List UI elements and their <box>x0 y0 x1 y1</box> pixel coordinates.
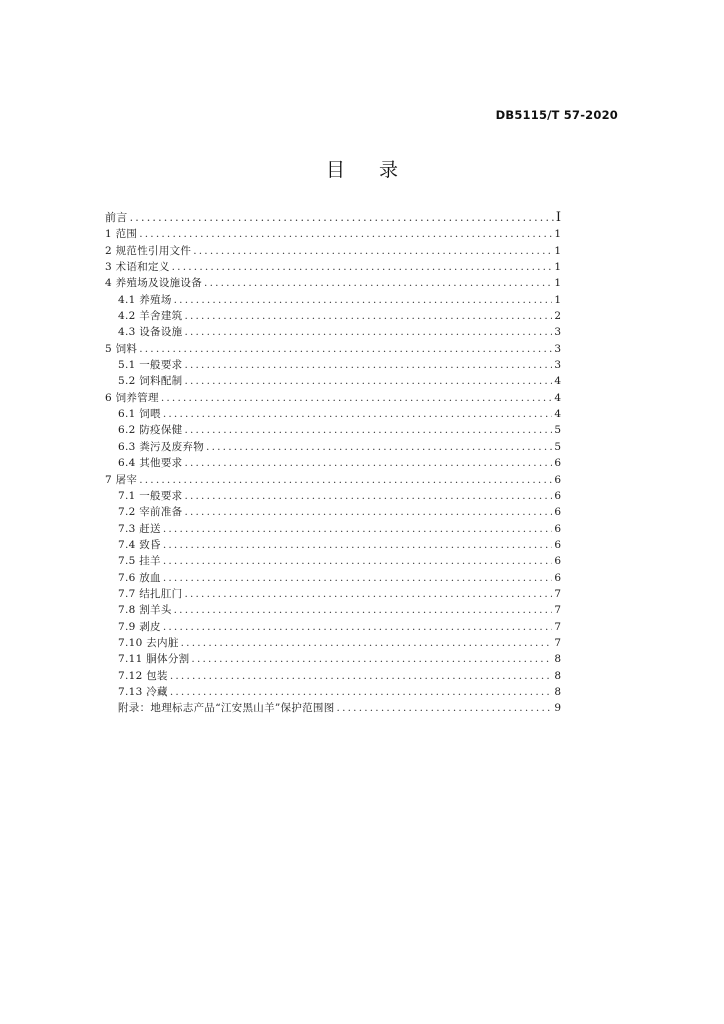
toc-entry-label: 1 范围 <box>105 228 138 241</box>
toc-entry-page-number: 6 <box>554 489 561 502</box>
toc-entry[interactable] <box>105 439 561 455</box>
toc-entry-page-number: 6 <box>554 522 561 535</box>
toc-leader-dots <box>139 226 552 242</box>
toc-entry-label: 5.2 饲料配制 <box>118 375 183 388</box>
toc-entry-label: 7.1 一般要求 <box>118 489 183 502</box>
toc-entry-label: 7.10 去内脏 <box>118 636 179 649</box>
toc-entry[interactable] <box>105 651 561 667</box>
toc-entry-page-number: 8 <box>554 653 561 666</box>
toc-leader-dots <box>184 488 552 504</box>
toc-entry-label: 7.7 结扎肛门 <box>118 587 183 600</box>
toc-leader-dots <box>174 292 553 308</box>
toc-entry-label: 前言 <box>105 211 128 224</box>
toc-entry[interactable] <box>105 700 561 716</box>
toc-entry-label: 6.3 粪污及废弃物 <box>118 440 205 453</box>
toc-entry-page-number: 7 <box>554 587 561 600</box>
toc-entry[interactable] <box>105 504 561 520</box>
toc-leader-dots <box>139 472 552 488</box>
toc-entry-label: 7.2 宰前准备 <box>118 506 183 519</box>
toc-entry-page-number: 7 <box>554 636 561 649</box>
toc-entry[interactable] <box>105 668 561 684</box>
toc-entry-page-number: 6 <box>554 538 561 551</box>
toc-leader-dots <box>174 602 553 618</box>
toc-entry-page-number: 6 <box>554 473 561 486</box>
toc-entry[interactable] <box>105 602 561 618</box>
toc-entry-page-number: 9 <box>554 702 561 715</box>
toc-entry-label: 7.11 胴体分割 <box>118 653 190 666</box>
toc-entry-label: 7.13 冷藏 <box>118 685 168 698</box>
toc-entry[interactable] <box>105 472 561 488</box>
toc-entry[interactable] <box>105 210 561 226</box>
toc-leader-dots <box>337 700 553 716</box>
document-code: DB5115/T 57-2020 <box>495 108 618 122</box>
toc-entry-page-number: 2 <box>554 310 561 323</box>
toc-entry-label: 7.5 挂羊 <box>118 555 161 568</box>
toc-leader-dots <box>139 341 552 357</box>
toc-entry-page-number: 4 <box>554 391 561 404</box>
toc-entry[interactable] <box>105 406 561 422</box>
toc-entry[interactable] <box>105 537 561 553</box>
toc-entry[interactable] <box>105 553 561 569</box>
toc-entry[interactable] <box>105 226 561 242</box>
toc-entry-label: 4.1 养殖场 <box>118 293 172 306</box>
toc-entry[interactable] <box>105 259 561 275</box>
toc-entry-page-number: 5 <box>554 440 561 453</box>
toc-entry[interactable] <box>105 455 561 471</box>
toc-entry-page-number: 7 <box>554 604 561 617</box>
toc-entry-label: 7.6 放血 <box>118 571 161 584</box>
toc-leader-dots <box>163 619 552 635</box>
toc-entry-page-number: 6 <box>554 457 561 470</box>
toc-entry[interactable] <box>105 341 561 357</box>
toc-leader-dots <box>184 586 552 602</box>
toc-entry-page-number: 4 <box>554 375 561 388</box>
toc-entry[interactable] <box>105 684 561 700</box>
toc-leader-dots <box>170 668 552 684</box>
toc-leader-dots <box>130 210 554 226</box>
toc-entry-page-number: 3 <box>554 342 561 355</box>
toc-entry-page-number: 3 <box>554 359 561 372</box>
toc-entry[interactable] <box>105 373 561 389</box>
toc-entry-page-number: 1 <box>554 228 561 241</box>
toc-leader-dots <box>184 504 552 520</box>
toc-entry-page-number: I <box>555 210 561 225</box>
toc-leader-dots <box>163 537 552 553</box>
toc-entry-label: 7.12 包装 <box>118 669 168 682</box>
toc-leader-dots <box>163 570 552 586</box>
toc-leader-dots <box>163 553 552 569</box>
toc-leader-dots <box>184 357 552 373</box>
toc-entry-label: 7.3 赶送 <box>118 522 161 535</box>
toc-leader-dots <box>163 406 552 422</box>
toc-entry-page-number: 6 <box>554 555 561 568</box>
toc-leader-dots <box>193 243 552 259</box>
toc-entry-page-number: 6 <box>554 571 561 584</box>
toc-entry-label: 5.1 一般要求 <box>118 359 183 372</box>
toc-entry[interactable] <box>105 275 561 291</box>
toc-entry[interactable] <box>105 635 561 651</box>
toc-entry[interactable] <box>105 357 561 373</box>
toc-entry-label: 7.4 致昏 <box>118 538 161 551</box>
toc-entry-page-number: 1 <box>554 293 561 306</box>
toc-entry-label: 5 饲料 <box>105 342 138 355</box>
toc-entry[interactable] <box>105 521 561 537</box>
toc-entry-page-number: 7 <box>554 620 561 633</box>
toc-entry-label: 7.8 割羊头 <box>118 604 172 617</box>
toc-entry-label: 6.1 饲喂 <box>118 408 161 421</box>
toc-entry-label: 4.2 羊舍建筑 <box>118 310 183 323</box>
toc-entry[interactable] <box>105 422 561 438</box>
toc-entry-label: 7 屠宰 <box>105 473 138 486</box>
toc-leader-dots <box>163 521 552 537</box>
toc-entry-page-number: 8 <box>554 669 561 682</box>
toc-entry-page-number: 1 <box>554 277 561 290</box>
toc-entry[interactable] <box>105 586 561 602</box>
toc-entry-label: 2 规范性引用文件 <box>105 244 192 257</box>
toc-leader-dots <box>172 259 553 275</box>
toc-entry[interactable] <box>105 619 561 635</box>
toc-entry[interactable] <box>105 570 561 586</box>
toc-entry-page-number: 6 <box>554 506 561 519</box>
toc-leader-dots <box>184 422 552 438</box>
toc-entry-page-number: 3 <box>554 326 561 339</box>
toc-leader-dots <box>184 373 552 389</box>
toc-entry[interactable] <box>105 308 561 324</box>
toc-leader-dots <box>170 684 552 700</box>
toc-entry[interactable] <box>105 243 561 259</box>
toc-entry-label: 7.9 剥皮 <box>118 620 161 633</box>
toc-entry[interactable] <box>105 390 561 406</box>
toc-entry-page-number: 5 <box>554 424 561 437</box>
toc-leader-dots <box>184 308 552 324</box>
toc-entry-label: 6 饲养管理 <box>105 391 159 404</box>
toc-entry[interactable] <box>105 324 561 340</box>
toc-entry-label: 4.3 设备设施 <box>118 326 183 339</box>
toc-leader-dots <box>204 275 552 291</box>
toc-leader-dots <box>184 324 552 340</box>
toc-entry[interactable] <box>105 488 561 504</box>
toc-entry-page-number: 1 <box>554 244 561 257</box>
toc-leader-dots <box>161 390 552 406</box>
toc-entry-label: 6.2 防疫保健 <box>118 424 183 437</box>
toc-entry-label: 6.4 其他要求 <box>118 457 183 470</box>
toc-leader-dots <box>181 635 553 651</box>
toc-entry-page-number: 8 <box>554 685 561 698</box>
toc-entry-page-number: 1 <box>554 261 561 274</box>
toc-entry-label: 附录：地理标志产品“江安黑山羊”保护范围图 <box>118 702 335 715</box>
toc-entry-label: 3 术语和定义 <box>105 261 170 274</box>
toc-leader-dots <box>206 439 552 455</box>
table-of-contents <box>105 210 561 717</box>
toc-title: 目录 <box>325 159 432 181</box>
toc-leader-dots <box>184 455 552 471</box>
toc-entry-page-number: 4 <box>554 408 561 421</box>
toc-entry[interactable] <box>105 292 561 308</box>
toc-entry-label: 4 养殖场及设施设备 <box>105 277 203 290</box>
toc-leader-dots <box>191 651 552 667</box>
